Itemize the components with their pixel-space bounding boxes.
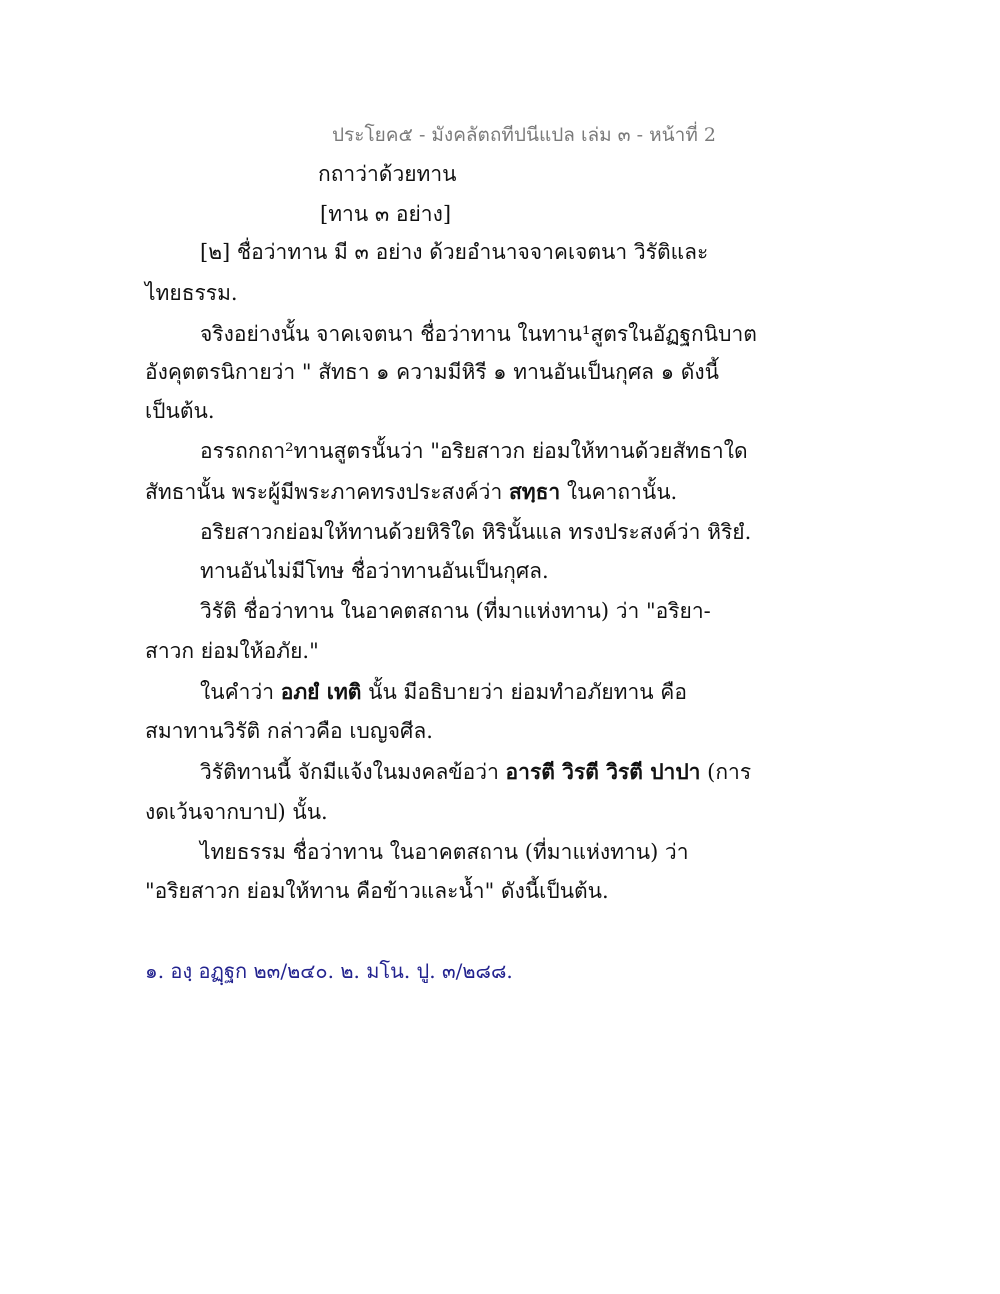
paragraph-3-line-2 (145, 478, 677, 506)
paragraph-5: ทานอันไม่มีโทษ ชื่อว่าทานอันเป็นกุศล. (200, 559, 549, 583)
paragraph-8-line-1 (200, 758, 751, 786)
paragraph-3-line-1: อรรถกถา²ทานสูตรนั้นว่า "อริยสาวก ย่อมให้ทานด้วยสัทธาใด (200, 439, 748, 463)
paragraph-7-line-2: สมาทานวิรัติ กล่าวคือ เบญจศีล. (145, 719, 433, 743)
pali-term-arati-virati: อารตี วิรตี วิรตี ปาปา (505, 759, 701, 784)
paragraph-8-line-2: งดเว้นจากบาป) นั้น. (145, 800, 328, 824)
paragraph-6-line-2: สาวก ย่อมให้อภัย." (145, 639, 319, 663)
paragraph-8-line-1-text-a: วิรัติทานนี้ จักมีแจ้งในมงคลข้อว่า (200, 760, 506, 784)
paragraph-1-line-2: ไทยธรรม. (145, 281, 238, 305)
section-title: กถาว่าด้วยทาน (318, 162, 457, 186)
paragraph-2-line-2: อังคุตตรนิกายว่า " สัทธา ๑ ความมีหิรี ๑ ทานอันเป็นกุศล ๑ ดังนี้ (145, 360, 719, 384)
paragraph-7-line-1 (200, 678, 687, 706)
subsection-title: [ทาน ๓ อย่าง] (320, 202, 452, 226)
pali-term-abhayam-deti: อภยํ เทติ (280, 679, 362, 704)
paragraph-1-line-1: [๒] ชื่อว่าทาน มี ๓ อย่าง ด้วยอำนาจจาคเจตนา วิรัติและ (200, 240, 709, 264)
paragraph-6-line-1: วิรัติ ชื่อว่าทาน ในอาคตสถาน (ที่มาแห่งทาน) ว่า "อริยา- (200, 599, 711, 623)
pali-term-saddha: สทฺธา (508, 479, 561, 504)
paragraph-3-line-2-text-c: ในคาถานั้น. (560, 480, 678, 504)
paragraph-9-line-1: ไทยธรรม ชื่อว่าทาน ในอาคตสถาน (ที่มาแห่งทาน) ว่า (200, 840, 689, 864)
paragraph-8-line-1-text-c: (การ (700, 760, 752, 784)
paragraph-2-line-3: เป็นต้น. (145, 399, 215, 423)
page-header: ประโยค๕ - มังคลัตถทีปนีแปล เล่ม ๓ - หน้าที่ 2 (332, 124, 716, 146)
paragraph-3-line-2-text-a: สัทธานั้น พระผู้มีพระภาคทรงประสงค์ว่า (145, 480, 509, 504)
paragraph-4: อริยสาวกย่อมให้ทานด้วยหิริใด หิรินั้นแล ทรงประสงค์ว่า หิริยํ. (200, 520, 752, 544)
paragraph-2-line-1: จริงอย่างนั้น จาคเจตนา ชื่อว่าทาน ในทาน¹สูตรในอัฏฐกนิบาต (200, 322, 757, 346)
paragraph-7-line-1-text-a: ในคำว่า (200, 680, 281, 704)
paragraph-7-line-1-text-c: นั้น มีอธิบายว่า ย่อมทำอภัยทาน คือ (361, 680, 687, 704)
paragraph-9-line-2: "อริยสาวก ย่อมให้ทาน คือข้าวและน้ำ" ดังนี้เป็นต้น. (145, 879, 609, 903)
footnote: ๑. องฺ อฏฺฐก ๒๓/๒๔๐. ๒. มโน. ปู. ๓/๒๘๘. (145, 959, 513, 983)
